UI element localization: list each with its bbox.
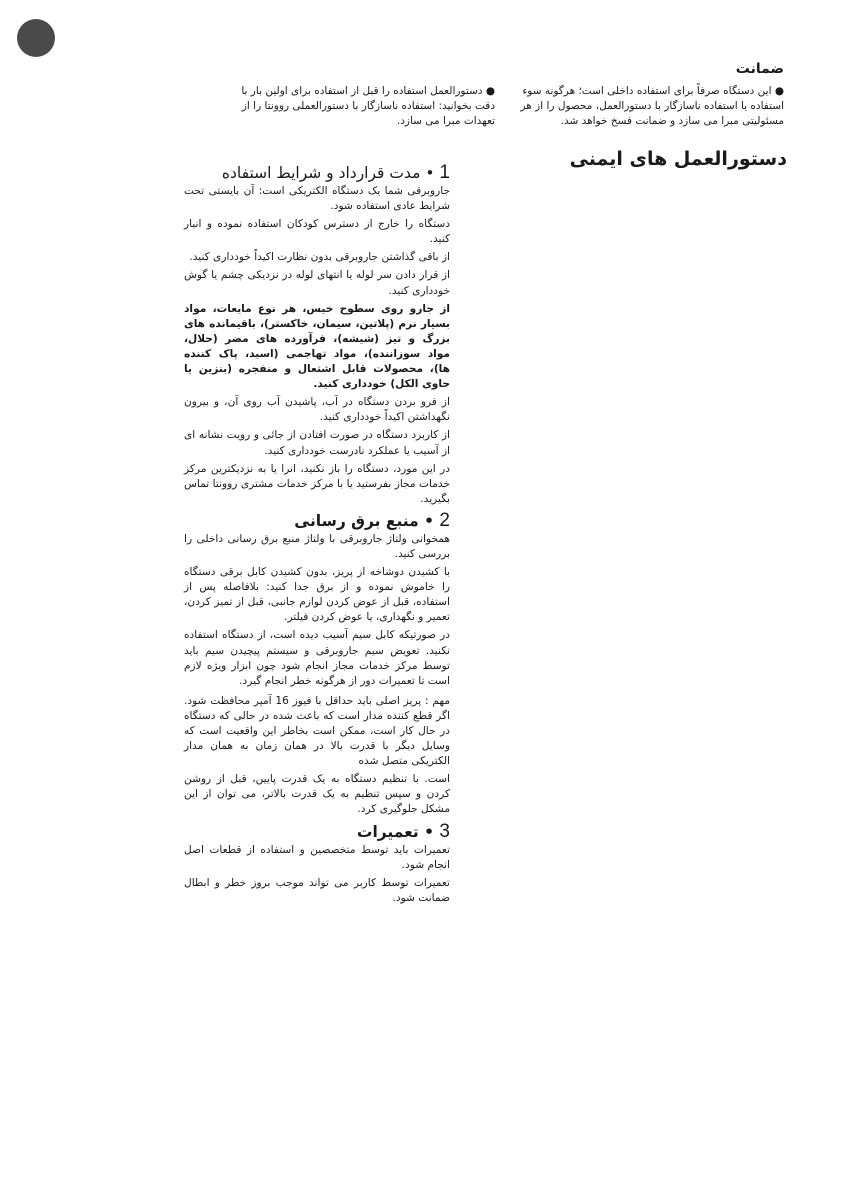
paragraph: در این مورد، دستگاه را باز نکنید، انرا یا به نزدیکترین مرکز خدمات مجاز بفرستید یا با مرکز خدمات مشتری روونتا تماس بگیرید. [184,462,450,505]
paragraph: در صورتیکه کابل سیم آسیب دیده است، از دستگاه استفاده نکنید. تعویض سیم جاروبرقی و سیستم پیچیدن سیم باید توسط مرکز خدمات مجاز انجام شود چون ابزار ویژه لازم است تا تعمیرات دور از هرگونه خطر انجام گیرد. [184,629,450,687]
paragraph: با کشیدن دوشاخه از پریز، بدون کشیدن کابل برقی دستگاه را خاموش نموده و از برق جدا کنید: بلافاصله پس از استفاده، قبل از عوض کردن لوازم جانبی، قبل از تمیز کردن، تعمیر و نگهداری، یا عوض کردن فیلتر. [184,566,450,624]
section-power-supply [184,510,450,818]
section-terms-of-use [184,162,450,507]
paragraph-important: مهم : پریز اصلی باید حداقل با فیوز 16 آمپر محافظت شود. اگر قطع کننده مدار است که باعث شده در حالی که دستگاه در حال کار است، ممکن است بخاطر این واقعیت است که وسایل دیگر با قدرت بالا در همان زمان به همان مدار الکتریکی متصل شده [184,694,450,768]
guarantee-paragraph-domestic-use: ● این دستگاه صرفاً برای استفاده داخلی است؛ هرگونه سوء استفاده یا استفاده ناسازگار با دستورالعمل، محصول را از هر مسئولیتی مبرا می سازد و ضمانت فسخ خواهد شد. [520,85,784,127]
paragraph: از باقی گذاشتن جاروبرقی بدون نظارت اکیداً خودداری کنید. [189,251,450,264]
safety-sections-column [184,162,450,909]
paragraph: از کاربرد دستگاه در صورت افتادن از جائی و رویت نشانه ای از آسیب یا عملکرد نادرست خودداری کنید. [184,429,450,457]
paragraph: دستگاه را خارج از دسترس کودکان استفاده نموده و انبار کنید. [184,218,450,246]
page-corner-marker [17,19,55,57]
safety-instructions-title: دستورالعمل های ایمنی [569,148,787,170]
section-heading [184,162,450,184]
paragraph: همخوانی ولتاژ جاروبرقی با ولتاژ منبع برق رسانی داخلی را بررسی کنید. [184,532,450,560]
section-number: 2 [439,509,450,531]
paragraph: جاروبرقی شما یک دستگاه الکتریکی است: آن بایستی تحت شرایط عادی استفاده شود. [184,185,450,213]
section-number: 3 [439,820,450,842]
section-heading-text: • تعمیرات [356,822,435,841]
paragraph: از قرار دادن سر لوله یا انتهای لوله در نزدیکی چشم یا گوش خودداری کنید. [184,269,450,297]
guarantee-paragraph-read-instructions: ● دستورالعمل استفاده را قبل از استفاده برای اولین بار با دقت بخوانید: استفاده ناسازگار با دستورالعملی روونتا را از تعهدات مبرا می سازد. [241,85,495,127]
section-number: 1 [439,162,450,183]
paragraph: تعمیرات توسط کاربر می تواند موجب بروز خطر و ابطال ضمانت شود. [184,876,450,904]
paragraph-warning: از جارو روی سطوح خیس، هر نوع مایعات، مواد بسیار نرم (پلاتین، سیمان، خاکستر)، باقیمانده های بزرگ و تیز (شیشه)، فرآورده های مضر (حلال، مواد سوزاننده)، مواد تهاجمی (اسید، پاک کننده ها)، محصولات قابل اشتعال و منفجره (بنزین یا حاوی الکل) خودداری کنید. [184,302,450,391]
section-heading-text: • منبع برق رسانی [294,511,435,530]
section-heading [184,510,450,532]
paragraph: از فرو بردن دستگاه در آب، پاشیدن آب روی آن، و بیرون نگهداشتن اکیداً خودداری کنید. [184,396,450,424]
paragraph: است. با تنظیم دستگاه به یک قدرت پایین، قبل از روشن کردن و سپس تنظیم به یک قدرت بالاتر، می توان از این مشکل جلوگیری کرد. [184,773,450,816]
section-heading-text: • مدت قرارداد و شرایط استفاده [221,164,435,182]
paragraph: تعمیرات باید توسط متخصصین و استفاده از قطعات اصل انجام شود. [184,843,450,871]
section-heading [184,821,450,843]
guarantee-title: ضمانت [735,61,784,77]
section-repairs [184,821,450,906]
